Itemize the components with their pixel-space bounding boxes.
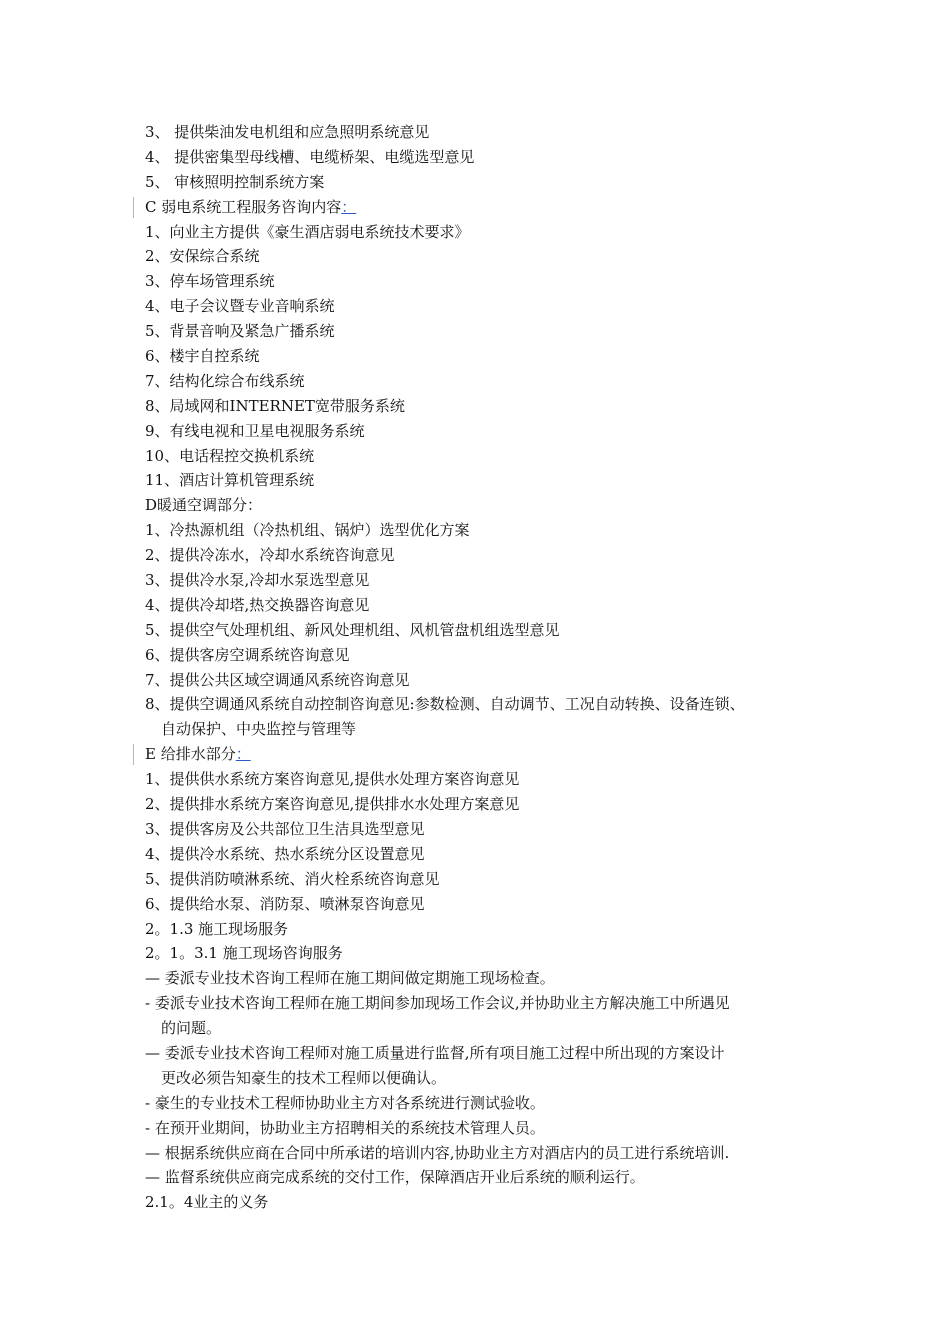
- text-line: 3、 提供柴油发电机组和应急照明系统意见: [145, 123, 430, 141]
- text-line: 7、提供公共区域空调通风系统咨询意见: [145, 670, 410, 689]
- text-line: 1、冷热源机组（冷热机组、锅炉）选型优化方案: [145, 521, 470, 540]
- text-line-continued: 自动保护、中央监控与管理等: [161, 720, 357, 739]
- section-heading-owner-obligations: 2.1。4业主的义务: [145, 1193, 269, 1212]
- text-line: 5、背景音响及紧急广播系统: [145, 322, 335, 341]
- text-line: — 委派专业技术咨询工程师对施工质量进行监督,所有项目施工过程中所出现的方案设计: [145, 1043, 725, 1062]
- text-line: — 根据系统供应商在合同中所承诺的培训内容,协助业主方对酒店内的员工进行系统培训.: [145, 1143, 730, 1162]
- document-page: [0, 120, 950, 1215]
- text-line: — 委派专业技术咨询工程师在施工期间做定期施工现场检查。: [145, 969, 555, 988]
- text-line: 1、提供供水系统方案咨询意见,提供水处理方案咨询意见: [145, 770, 520, 789]
- text-line-continued: 的问题。: [161, 1019, 222, 1038]
- section-heading-weak-current: C 弱电系统工程服务咨询内容：: [0, 195, 950, 220]
- text-line: 9、有线电视和卫星电视服务系统: [145, 421, 365, 440]
- text-line: - 豪生的专业技术工程师协助业主方对各系统进行测试验收。: [145, 1093, 545, 1112]
- section-heading-site-consulting: 2。1。3.1 施工现场咨询服务: [145, 944, 343, 963]
- revision-mark: ：: [235, 745, 251, 764]
- text-line: 4、提供冷水系统、热水系统分区设置意见: [145, 844, 425, 863]
- text-line: 1、向业主方提供《豪生酒店弱电系统技术要求》: [145, 222, 470, 241]
- text-line: — 监督系统供应商完成系统的交付工作，保障酒店开业后系统的顺利运行。: [145, 1168, 645, 1187]
- section-heading-hvac: D暖通空调部分：: [145, 496, 263, 515]
- text-line: 5、 审核照明控制系统方案: [145, 172, 325, 191]
- text-line: 6、提供给水泵、消防泵、喷淋泵咨询意见: [145, 894, 425, 913]
- text-line: 3、提供冷水泵,冷却水泵选型意见: [145, 571, 370, 590]
- text-line: 6、楼宇自控系统: [145, 347, 260, 366]
- text-line: 4、 提供密集型母线槽、电缆桥架、电缆选型意见: [145, 147, 475, 166]
- text-line: 3、停车场管理系统: [145, 272, 275, 291]
- text-line: 3、提供客房及公共部位卫生洁具选型意见: [145, 819, 425, 838]
- text-line: 2、安保综合系统: [145, 247, 260, 266]
- section-heading-water: E 给排水部分：: [0, 742, 950, 767]
- text-line: 6、提供客房空调系统咨询意见: [145, 645, 350, 664]
- text-line: - 在预开业期间，协助业主方招聘相关的系统技术管理人员。: [145, 1118, 545, 1137]
- text-line: 4、电子会议暨专业音响系统: [145, 297, 335, 316]
- text-line: 7、结构化综合布线系统: [145, 371, 305, 390]
- text-line: 2、提供冷冻水，冷却水系统咨询意见: [145, 546, 395, 565]
- text-line: 11、酒店计算机管理系统: [145, 471, 315, 490]
- text-line: 4、提供冷却塔,热交换器咨询意见: [145, 595, 370, 614]
- text-line: 8、提供空调通风系统自动控制咨询意见:参数检测、自动调节、工况自动转换、设备连锁、: [145, 695, 745, 714]
- text-line-continued: 更改必须告知豪生的技术工程师以便确认。: [161, 1068, 447, 1087]
- revision-mark: ：: [341, 197, 357, 216]
- text-line: - 委派专业技术咨询工程师在施工期间参加现场工作会议,并协助业主方解决施工中所遇见: [145, 994, 730, 1013]
- text-line: 8、局域网和INTERNET宽带服务系统: [145, 396, 405, 415]
- text-line: 5、提供空气处理机组、新风处理机组、风机管盘机组选型意见: [145, 620, 560, 639]
- text-line: 10、电话程控交换机系统: [145, 446, 315, 465]
- text-line: 2、提供排水系统方案咨询意见,提供排水水处理方案意见: [145, 795, 520, 814]
- text-line: 5、提供消防喷淋系统、消火栓系统咨询意见: [145, 869, 440, 888]
- section-heading-site-service: 2。1.3 施工现场服务: [145, 919, 289, 938]
